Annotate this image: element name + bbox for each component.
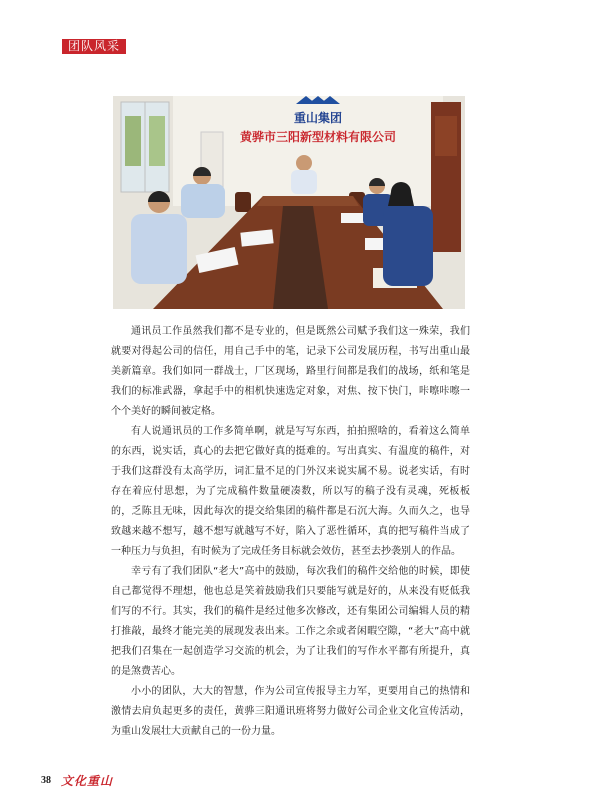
article-paragraph: 小小的团队，大大的智慧，作为公司宣传报导主力军，更要用自己的热情和激情去肩负起更多的责任，黄骅三阳通讯班将努力做好公司企业文化宣传活动，为重山发展壮大贡献自己的一份力量。	[111, 686, 470, 737]
magazine-name: 文化重山	[61, 774, 114, 788]
page-number: 38	[41, 775, 51, 786]
article-paragraph: 幸亏有了我们团队“老大”高中的鼓励，每次我们的稿件交给他的时候，即使自己都觉得不理想，他也总是笑着鼓励我们只要能写就是好的，从来没有贬低我们写的不行。其实，我们的稿件是经过他多次修改，还有集团公司编辑人员的精打推敲，最终才能完美的展现发表出来。工作之余或者闲暇空隙，“老大”高中就把我们召集在一起创造学习交流的机会，为了让我们的写作水平都有所提升，真的是煞费苦心。	[111, 566, 470, 677]
article-body	[111, 322, 470, 742]
page-footer	[41, 772, 113, 789]
banner-company-name: 黄骅市三阳新型材料有限公司	[239, 130, 397, 144]
article-paragraph: 通讯员工作虽然我们都不是专业的，但是既然公司赋予我们这一殊荣，我们就要对得起公司的信任，用自己手中的笔，记录下公司发展历程，书写出重山最美新篇章。我们如同一群战士，厂区现场，路里行间都是我们的战场，纸和笔是我们的标准武器，拿起手中的相机快速选定对象，对焦、按下快门，咔嚓咔嚓一个个美好的瞬间被定格。	[111, 326, 470, 417]
section-tag: 团队风采	[62, 39, 126, 54]
article-paragraph: 有人说通讯员的工作多简单啊，就是写写东西，拍拍照啥的，看着这么简单的东西，说实话，真心的去把它做好真的挺难的。写出真实、有温度的稿件，对于我们这群没有太高学历，词汇量不足的门外汉来说实属不易。说老实话，有时存在着应付思想，为了完成稿件数量硬凑数，所以写的稿子没有灵魂，死板板的，乏陈且无味，因此每次的提交给集团的稿件都是石沉大海。久而久之，也导致越来越不想写，越不想写就越写不好，陷入了恶性循环，真的把写稿件当成了一种压力与负担，有时候为了完成任务目标就会效仿，甚至去抄袭别人的作品。	[111, 426, 470, 557]
banner-logo-text: 重山集团	[293, 111, 343, 125]
meeting-photo	[113, 96, 465, 309]
